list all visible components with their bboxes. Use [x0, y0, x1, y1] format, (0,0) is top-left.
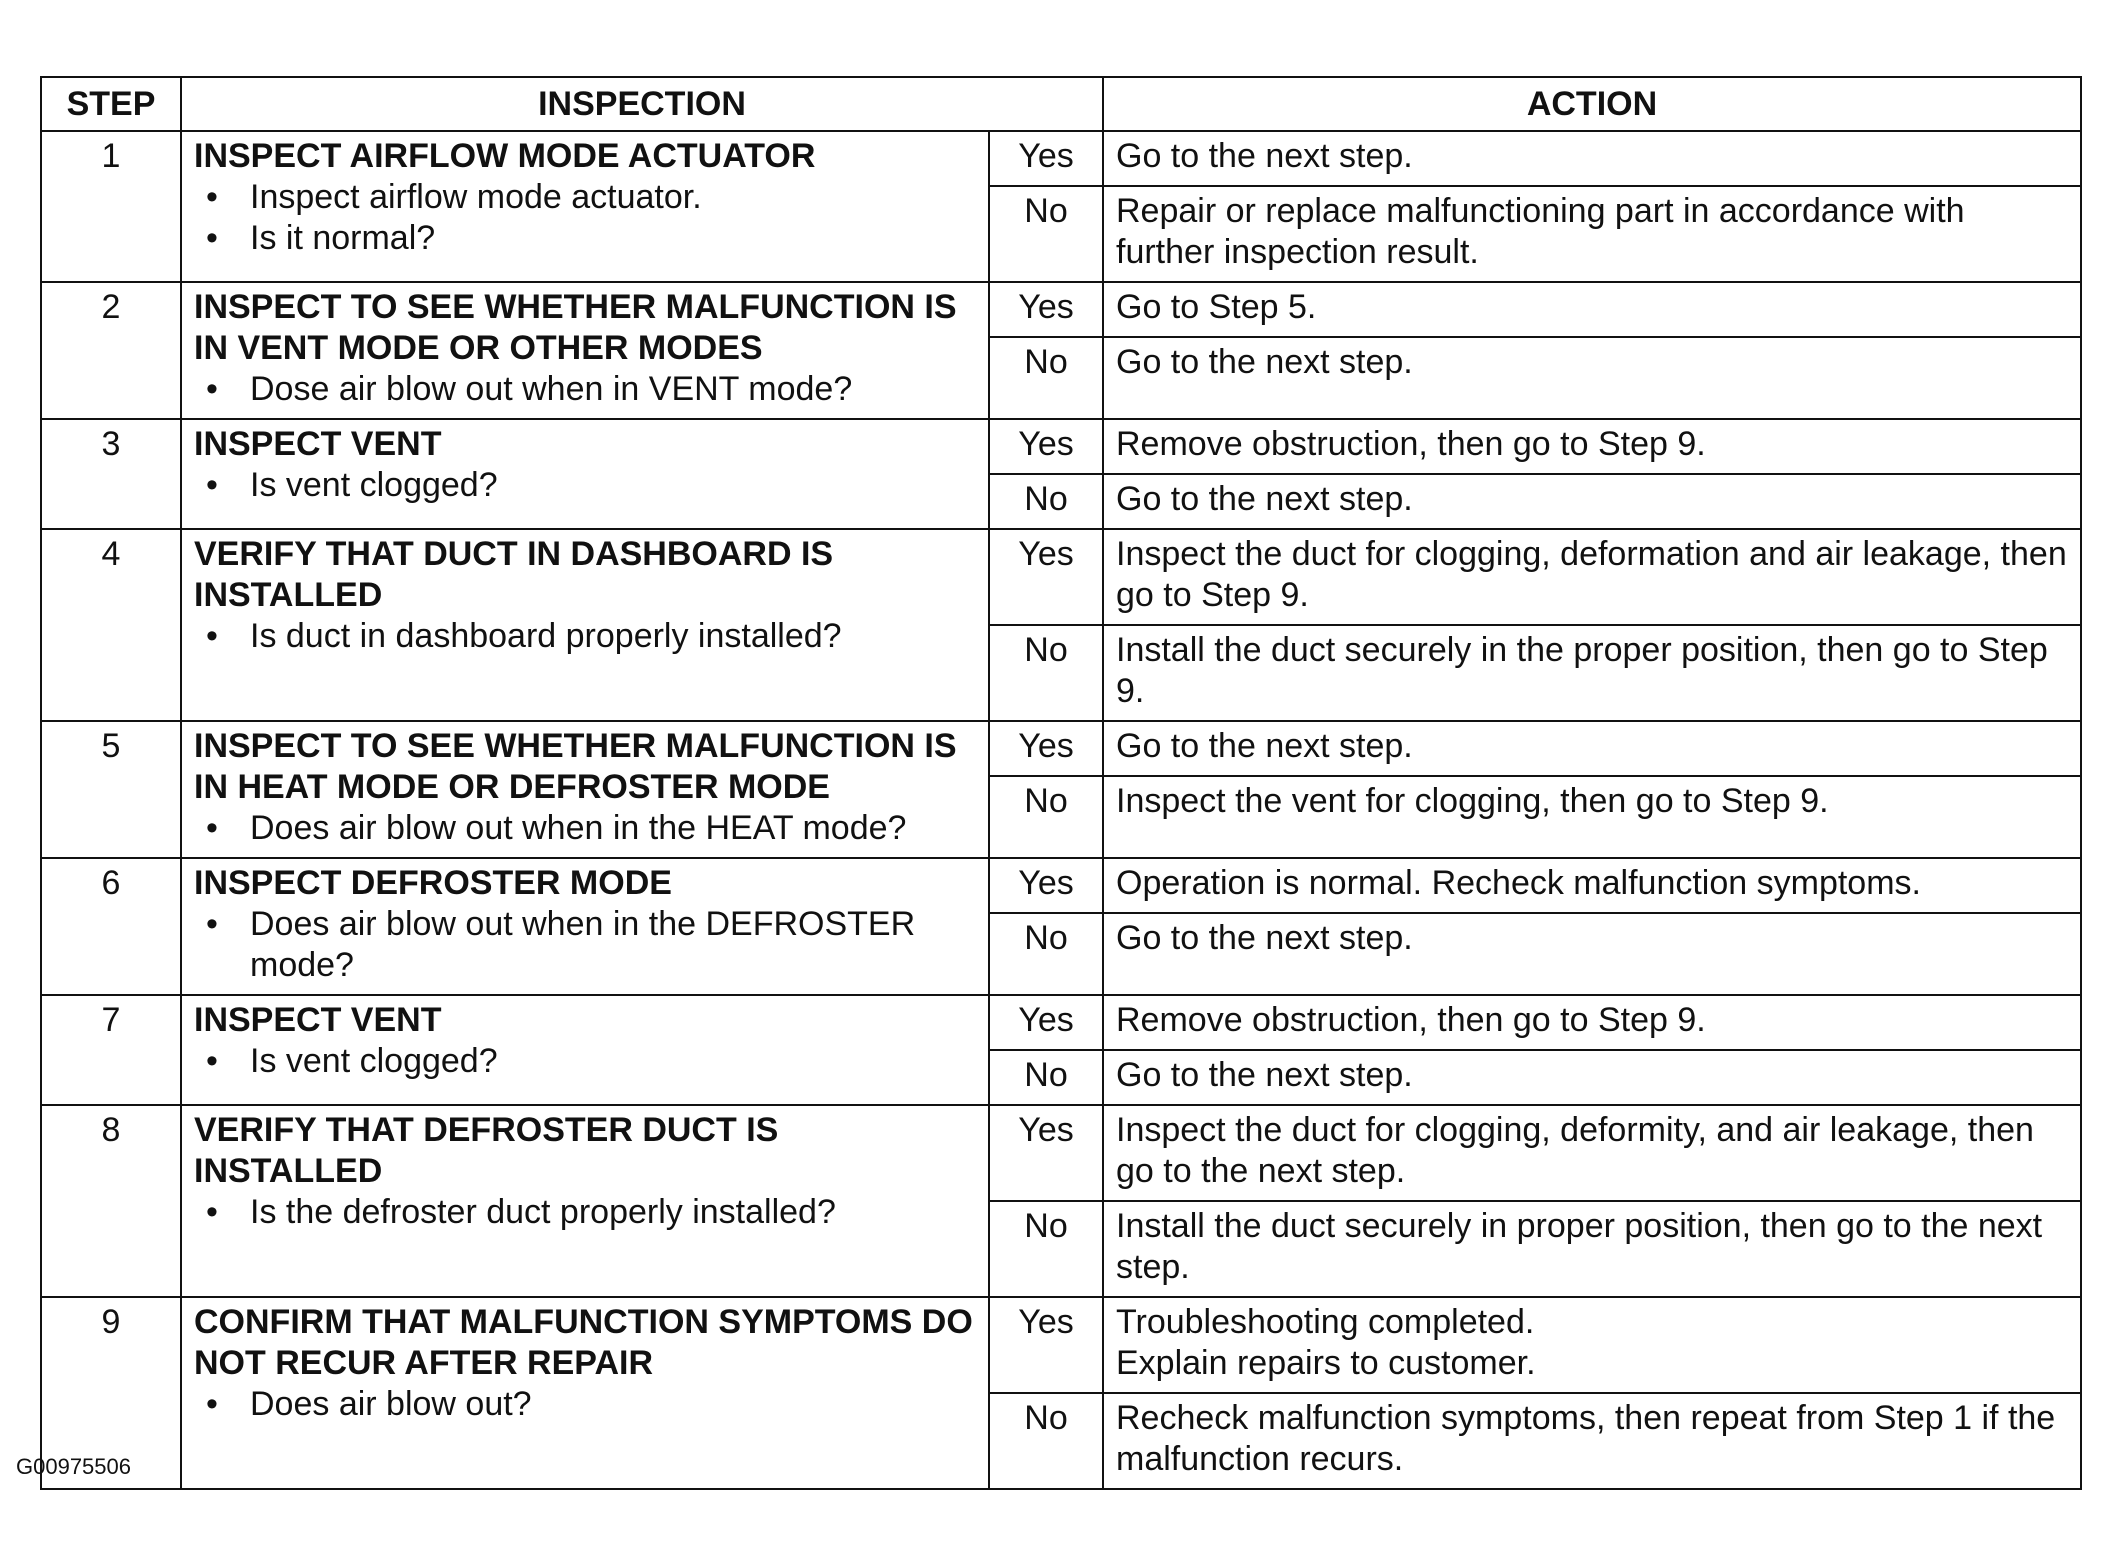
no-action [1103, 337, 2081, 419]
inspection-title: VERIFY THAT DUCT IN DASHBOARD IS INSTALLED [194, 535, 834, 614]
no-action [1103, 474, 2081, 529]
step-number: 1 [41, 131, 181, 282]
action-text: Remove obstruction, then go to Step 9. [1116, 1001, 1706, 1039]
header-row [41, 77, 2081, 131]
inspection-bullets [194, 808, 976, 849]
inspection-cell [181, 282, 989, 419]
action-text: Go to the next step. [1116, 1056, 1413, 1094]
step-number: 2 [41, 282, 181, 419]
inspection-cell [181, 1297, 989, 1489]
action-text: Repair or replace malfunctioning part in accordance with further inspection result. [1116, 192, 1965, 271]
table-body [41, 131, 2081, 1489]
no-label: No [989, 625, 1103, 721]
action-text: Troubleshooting completed. [1116, 1303, 1535, 1341]
no-label: No [989, 776, 1103, 858]
table-row [41, 1297, 2081, 1393]
inspection-bullets [194, 616, 976, 657]
step-number: 3 [41, 419, 181, 529]
inspection-title: INSPECT DEFROSTER MODE [194, 864, 672, 902]
action-text: Remove obstruction, then go to Step 9. [1116, 425, 1706, 463]
inspection-title: INSPECT VENT [194, 425, 442, 463]
no-label: No [989, 913, 1103, 995]
inspection-bullets [194, 369, 976, 410]
inspection-title: INSPECT VENT [194, 1001, 442, 1039]
inspection-title: VERIFY THAT DEFROSTER DUCT IS INSTALLED [194, 1111, 779, 1190]
inspection-bullet: • Dose air blow out when in VENT mode? [250, 369, 976, 410]
inspection-title: CONFIRM THAT MALFUNCTION SYMPTOMS DO NOT RECUR AFTER REPAIR [194, 1303, 973, 1382]
inspection-bullet: • Is vent clogged? [250, 465, 976, 506]
yes-action [1103, 131, 2081, 186]
table-row [41, 1105, 2081, 1201]
troubleshooting-sheet [40, 76, 2080, 1490]
inspection-bullets [194, 1041, 976, 1082]
inspection-title: INSPECT AIRFLOW MODE ACTUATOR [194, 137, 816, 175]
no-action [1103, 1050, 2081, 1105]
yes-label: Yes [989, 529, 1103, 625]
inspection-bullets [194, 177, 976, 259]
inspection-cell [181, 995, 989, 1105]
inspection-bullet: • Does air blow out? [250, 1384, 976, 1425]
no-label: No [989, 1201, 1103, 1297]
inspection-cell [181, 1105, 989, 1297]
yes-action [1103, 1105, 2081, 1201]
inspection-bullets [194, 1192, 976, 1233]
action-text: Go to the next step. [1116, 480, 1413, 518]
action-text: Go to Step 5. [1116, 288, 1317, 326]
yes-action [1103, 995, 2081, 1050]
step-number: 8 [41, 1105, 181, 1297]
action-text: Operation is normal. Recheck malfunction symptoms. [1116, 864, 1921, 902]
header-inspection: INSPECTION [181, 77, 1103, 131]
table-row [41, 858, 2081, 913]
no-action [1103, 1393, 2081, 1489]
yes-label: Yes [989, 858, 1103, 913]
action-text: Go to the next step. [1116, 919, 1413, 957]
action-text: Recheck malfunction symptoms, then repeat from Step 1 if the malfunction recurs. [1116, 1399, 2056, 1478]
inspection-bullet: • Is vent clogged? [250, 1041, 976, 1082]
action-text: Install the duct securely in the proper position, then go to Step 9. [1116, 631, 2048, 710]
action-text: Inspect the vent for clogging, then go to Step 9. [1116, 782, 1829, 820]
figure-id: G00975506 [16, 1454, 131, 1479]
inspection-bullets [194, 465, 976, 506]
step-number: 6 [41, 858, 181, 995]
yes-label: Yes [989, 131, 1103, 186]
action-text: Inspect the duct for clogging, deformation and air leakage, then go to Step 9. [1116, 535, 2067, 614]
yes-action [1103, 858, 2081, 913]
inspection-cell [181, 858, 989, 995]
table-row [41, 282, 2081, 337]
no-action [1103, 1201, 2081, 1297]
action-text: Install the duct securely in proper position, then go to the next step. [1116, 1207, 2043, 1286]
yes-action [1103, 721, 2081, 776]
inspection-bullet: • Inspect airflow mode actuator. [250, 177, 976, 218]
yes-label: Yes [989, 282, 1103, 337]
no-label: No [989, 1050, 1103, 1105]
table-row [41, 131, 2081, 186]
inspection-cell [181, 721, 989, 858]
inspection-bullet: • Is it normal? [250, 218, 976, 259]
table-row [41, 529, 2081, 625]
yes-label: Yes [989, 1297, 1103, 1393]
step-number: 9 [41, 1297, 181, 1489]
inspection-title: INSPECT TO SEE WHETHER MALFUNCTION IS IN HEAT MODE OR DEFROSTER MODE [194, 727, 957, 806]
no-label: No [989, 1393, 1103, 1489]
no-label: No [989, 337, 1103, 419]
table-row [41, 419, 2081, 474]
inspection-bullet: • Is duct in dashboard properly installed? [250, 616, 976, 657]
yes-label: Yes [989, 1105, 1103, 1201]
yes-label: Yes [989, 419, 1103, 474]
troubleshooting-table [40, 76, 2082, 1490]
no-label: No [989, 186, 1103, 282]
no-action [1103, 776, 2081, 858]
no-action [1103, 625, 2081, 721]
inspection-cell [181, 529, 989, 721]
inspection-cell [181, 419, 989, 529]
yes-label: Yes [989, 721, 1103, 776]
header-step: STEP [41, 77, 181, 131]
inspection-bullet: • Does air blow out when in the DEFROSTER mode? [250, 904, 976, 986]
header-action: ACTION [1103, 77, 2081, 131]
table-row [41, 995, 2081, 1050]
inspection-cell [181, 131, 989, 282]
yes-label: Yes [989, 995, 1103, 1050]
table-row [41, 721, 2081, 776]
action-text: Inspect the duct for clogging, deformity, and air leakage, then go to the next step. [1116, 1111, 2034, 1190]
no-label: No [989, 474, 1103, 529]
no-action [1103, 913, 2081, 995]
step-number: 5 [41, 721, 181, 858]
step-number: 7 [41, 995, 181, 1105]
inspection-bullets [194, 904, 976, 986]
step-number: 4 [41, 529, 181, 721]
inspection-bullet: • Is the defroster duct properly installed? [250, 1192, 976, 1233]
yes-action [1103, 282, 2081, 337]
action-text: Go to the next step. [1116, 343, 1413, 381]
inspection-bullets [194, 1384, 976, 1425]
no-action [1103, 186, 2081, 282]
action-text: Go to the next step. [1116, 137, 1413, 175]
yes-action [1103, 419, 2081, 474]
action-text: Go to the next step. [1116, 727, 1413, 765]
yes-action [1103, 529, 2081, 625]
inspection-bullet: • Does air blow out when in the HEAT mode? [250, 808, 976, 849]
action-text: Explain repairs to customer. [1116, 1344, 1536, 1382]
inspection-title: INSPECT TO SEE WHETHER MALFUNCTION IS IN VENT MODE OR OTHER MODES [194, 288, 957, 367]
yes-action [1103, 1297, 2081, 1393]
